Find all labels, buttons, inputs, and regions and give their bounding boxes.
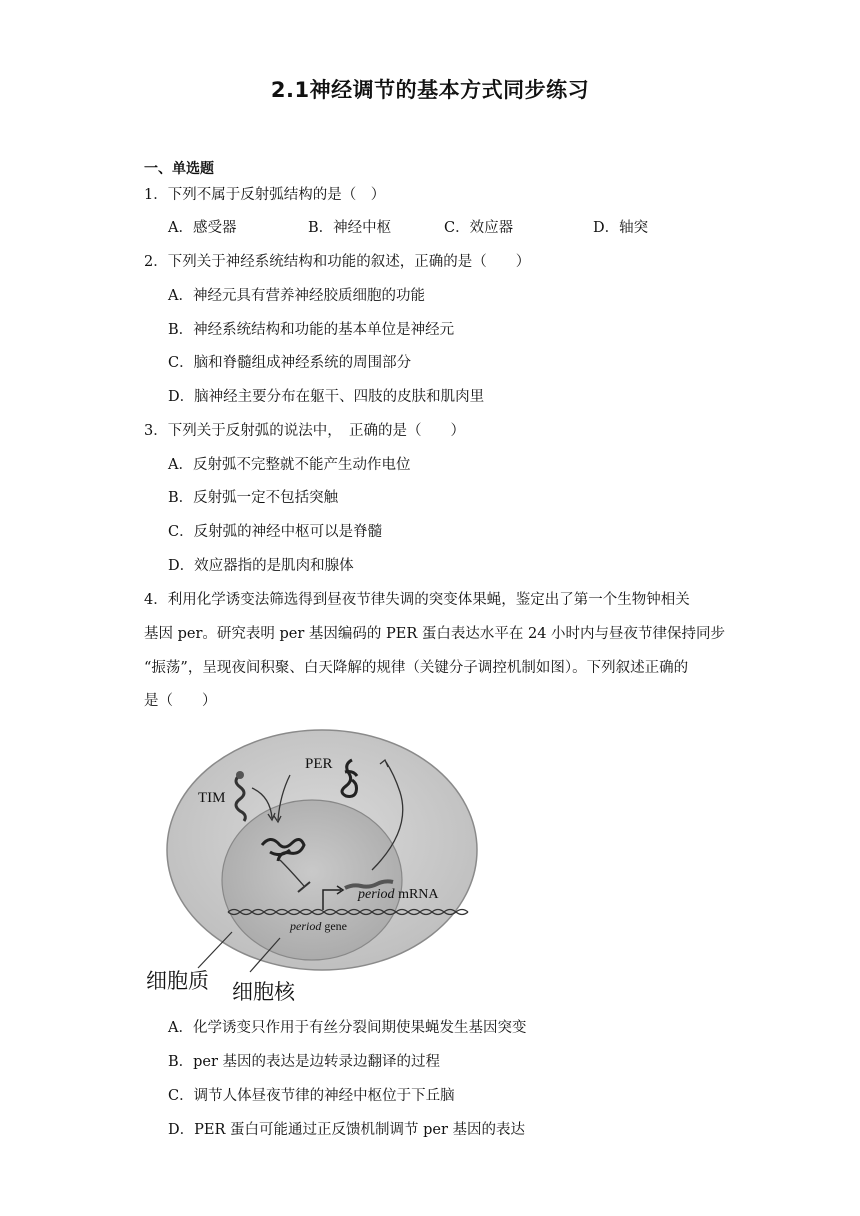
question-3-stem: 3．下列关于反射弧的说法中， 正确的是（ ） <box>144 423 465 439</box>
period-gene-label: period gene <box>290 919 347 933</box>
question-2-stem: 2．下列关于神经系统结构和功能的叙述，正确的是（ ） <box>144 254 531 270</box>
circadian-mechanism-figure <box>140 720 490 1010</box>
q1-option-b: B．神经中枢 <box>308 220 392 236</box>
question-4-line-4: 是（ ） <box>144 693 217 709</box>
page-title: 2.1神经调节的基本方式同步练习 <box>270 78 590 102</box>
q1-option-d: D．轴突 <box>593 220 649 236</box>
q3-option-d: D．效应器指的是肌肉和腺体 <box>168 558 354 574</box>
q3-option-c: C．反射弧的神经中枢可以是脊髓 <box>168 524 383 540</box>
cell-nucleus <box>222 800 402 960</box>
per-label: PER <box>305 756 333 772</box>
q4-option-b: B．per 基因的表达是边转录边翻译的过程 <box>168 1054 441 1070</box>
section-heading: 一、单选题 <box>144 161 214 177</box>
question-4-line-1: 4．利用化学诱变法筛选得到昼夜节律失调的突变体果蝇，鉴定出了第一个生物钟相关 <box>144 592 690 608</box>
q4-option-c: C．调节人体昼夜节律的神经中枢位于下丘脑 <box>168 1088 455 1104</box>
q1-option-c: C．效应器 <box>444 220 514 236</box>
q2-option-a: A．神经元具有营养神经胶质细胞的功能 <box>168 288 425 304</box>
question-1-stem: 1．下列不属于反射弧结构的是（ ） <box>144 187 386 203</box>
period-mrna-label: period mRNA <box>358 887 439 902</box>
question-4-line-3: “振荡”，呈现夜间积聚、白天降解的规律（关键分子调控机制如图）。下列叙述正确的 <box>144 660 689 676</box>
question-4-line-2: 基因 per。研究表明 per 基因编码的 PER 蛋白表达水平在 24 小时内与昼夜节律保持同步 <box>144 626 726 642</box>
q2-option-b: B．神经系统结构和功能的基本单位是神经元 <box>168 322 455 338</box>
q3-option-a: A．反射弧不完整就不能产生动作电位 <box>168 457 411 473</box>
q4-option-a: A．化学诱变只作用于有丝分裂间期使果蝇发生基因突变 <box>168 1020 527 1036</box>
q4-option-d: D．PER 蛋白可能通过正反馈机制调节 per 基因的表达 <box>168 1122 526 1138</box>
q3-option-b: B．反射弧一定不包括突触 <box>168 490 339 506</box>
q2-option-d: D．脑神经主要分布在躯干、四肢的皮肤和肌肉里 <box>168 389 485 405</box>
q1-option-a: A．感受器 <box>168 220 237 236</box>
nucleus-label: 细胞核 <box>232 980 295 1004</box>
cytoplasm-label: 细胞质 <box>146 969 209 993</box>
q2-option-c: C．脑和脊髓组成神经系统的周围部分 <box>168 355 412 371</box>
tim-label: TIM <box>198 790 226 806</box>
